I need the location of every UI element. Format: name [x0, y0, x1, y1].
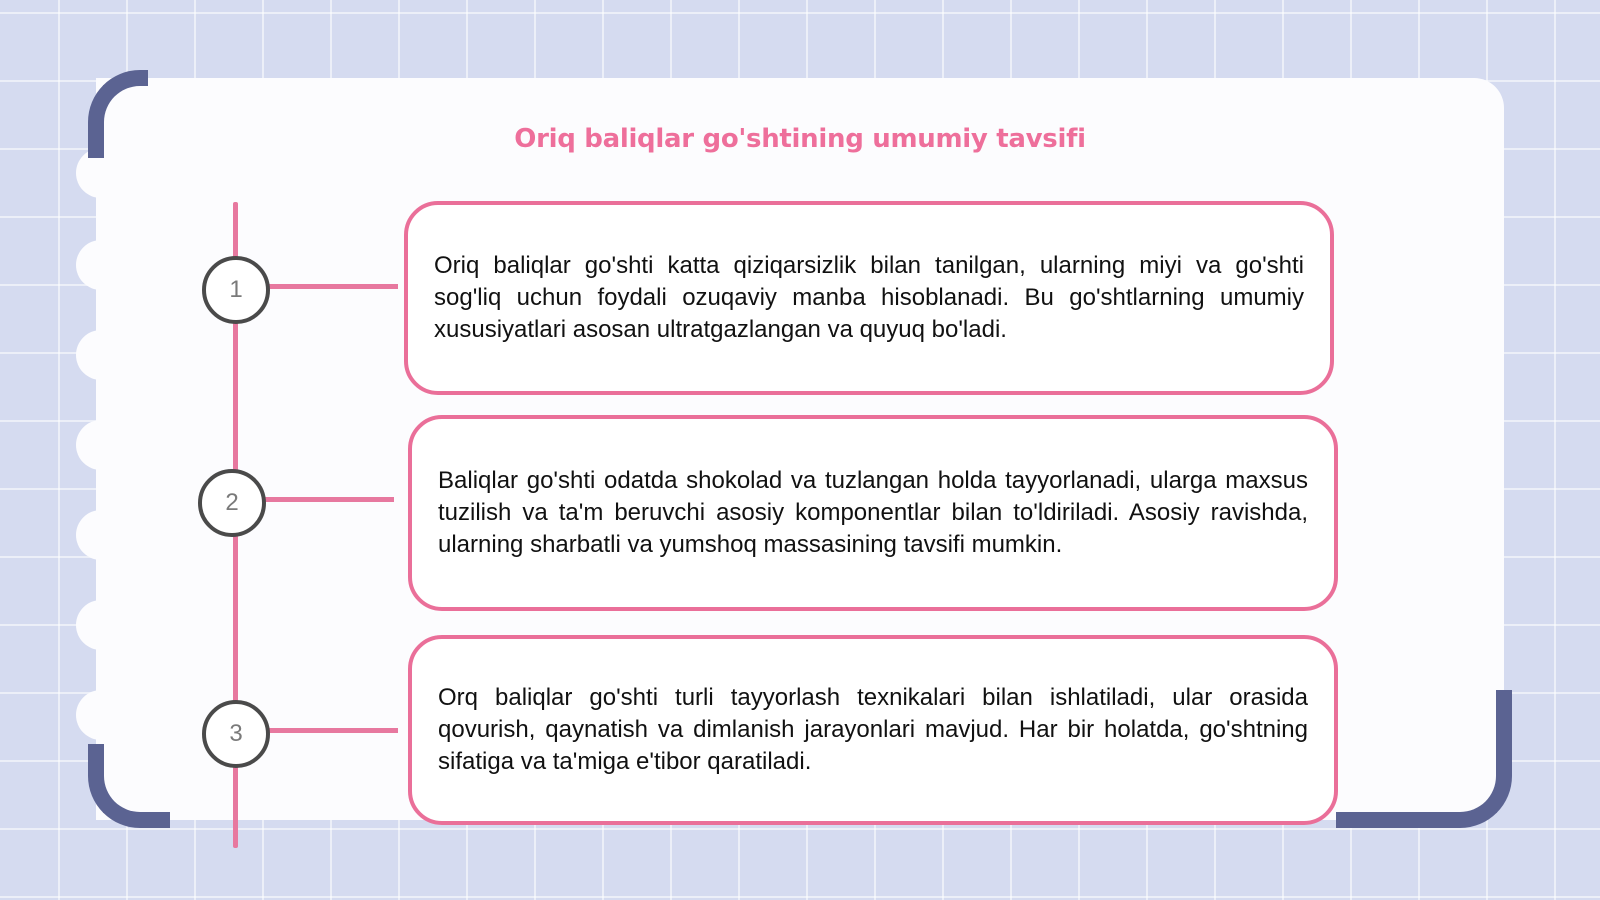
frame-corner-bottom-right [1336, 690, 1512, 828]
paper-scallop [76, 510, 126, 560]
timeline-connector-1 [264, 284, 398, 289]
step-number-2: 2 [198, 469, 266, 537]
paper-scallop [76, 690, 126, 740]
paper-scallop [76, 240, 126, 290]
step-card-2 [408, 415, 1338, 611]
page-title: Oriq baliqlar go'shtining umumiy tavsifi [514, 124, 1086, 154]
paper-scallop [76, 330, 126, 380]
step-card-1 [404, 201, 1334, 395]
paper-scallop [76, 420, 126, 470]
step-number-1: 1 [202, 256, 270, 324]
step-card-3 [408, 635, 1338, 825]
paper-scallop [76, 600, 126, 650]
step-text-2: Baliqlar go'shti odatda shokolad va tuzlangan holda tayyorlanadi, ularga maxsus tuzilish va ta'm beruvchi asosiy komponentlar bilan to'ldiriladi. Asosiy ravishda, ularning sharbatli va yumshoq massasining tavsifi mumkin. [438, 467, 1308, 558]
step-text-1: Oriq baliqlar go'shti katta qiziqarsizlik bilan tanilgan, ularning miyi va go'shti sog'liq uchun foydali ozuqaviy manba hisoblanadi. Bu go'shtlarning umumiy xususiyatlari asosan ultratgazlangan va quyuq bo'ladi. [434, 252, 1304, 343]
step-text-3: Orq baliqlar go'shti turli tayyorlash texnikalari bilan ishlatiladi, ular orasida qovurish, qaynatish va dimlanish jarayonlari mavjud. Har bir holatda, go'shtning sifatiga va ta'miga e'tibor qaratiladi. [438, 684, 1308, 775]
timeline-connector-2 [260, 497, 394, 502]
timeline-connector-3 [264, 728, 398, 733]
step-number-3: 3 [202, 700, 270, 768]
